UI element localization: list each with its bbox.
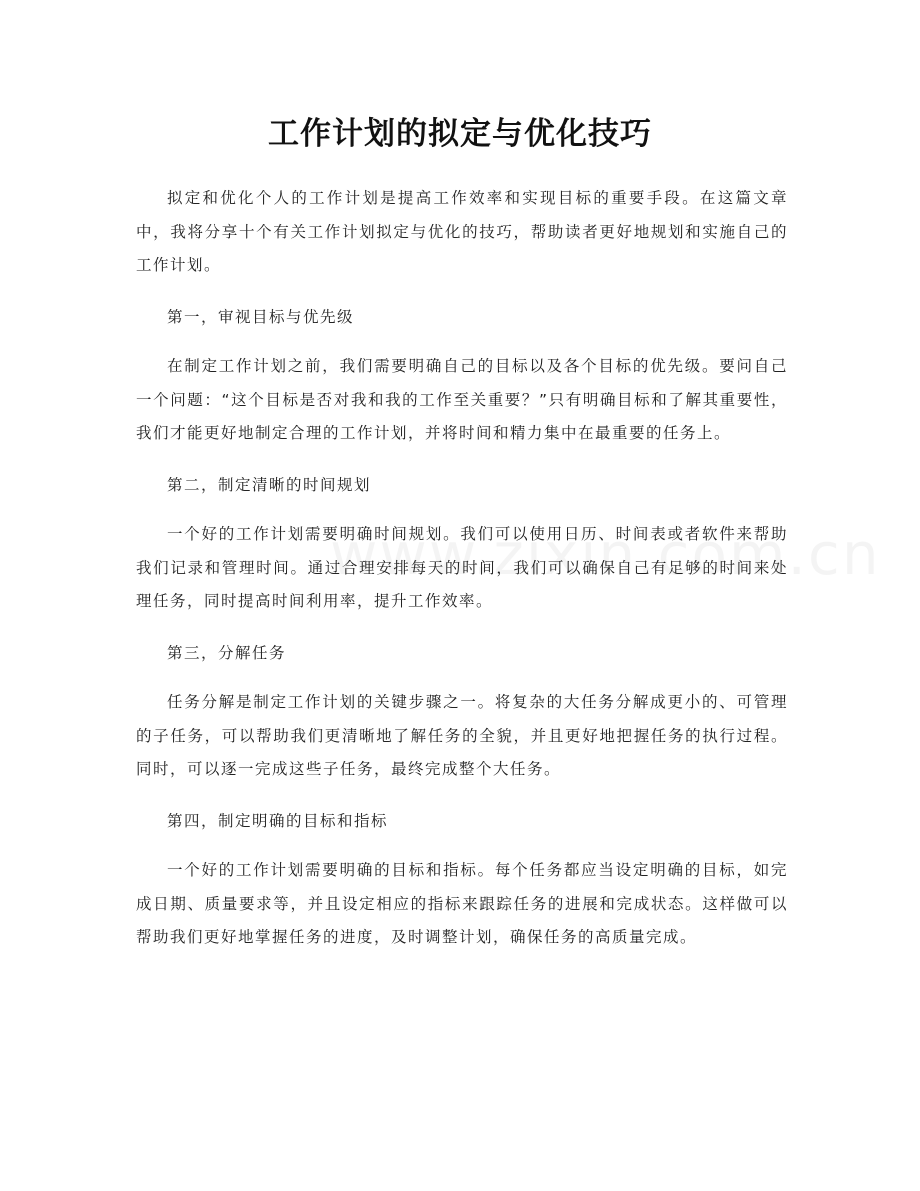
section-paragraph-2: 一个好的工作计划需要明确时间规划。我们可以使用日历、时间表或者软件来帮助我们记录和管理时间。通过合理安排每天的时间，我们可以确保自己有足够的时间来处理任务，同时提高时间利用率，提升工作效率。 <box>136 525 788 610</box>
section-heading-3: 第三，分解任务 <box>167 643 287 662</box>
intro-paragraph: 拟定和优化个人的工作计划是提高工作效率和实现目标的重要手段。在这篇文章中，我将分享十个有关工作计划拟定与优化的技巧，帮助读者更好地规划和实施自己的工作计划。 <box>136 189 788 274</box>
section-paragraph-3: 任务分解是制定工作计划的关键步骤之一。将复杂的大任务分解成更小的、可管理的子任务，可以帮助我们更清晰地了解任务的全貌，并且更好地把握任务的执行过程。同时，可以逐一完成这些子任务，最终完成整个大任务。 <box>136 693 788 778</box>
section-heading-2: 第二，制定清晰的时间规划 <box>167 475 372 494</box>
document-title: 工作计划的拟定与优化技巧 <box>268 116 652 152</box>
section-paragraph-4: 一个好的工作计划需要明确的目标和指标。每个任务都应当设定明确的目标，如完成日期、质量要求等，并且设定相应的指标来跟踪任务的进展和完成状态。这样做可以帮助我们更好地掌握任务的进度，及时调整计划，确保任务的高质量完成。 <box>136 861 788 946</box>
section-heading-1: 第一，审视目标与优先级 <box>167 307 355 326</box>
document-body <box>136 182 788 973</box>
section-heading-4: 第四，制定明确的目标和指标 <box>167 811 389 830</box>
section-paragraph-1: 在制定工作计划之前，我们需要明确自己的目标以及各个目标的优先级。要问自己一个问题：“这个目标是否对我和我的工作至关重要？”只有明确目标和了解其重要性，我们才能更好地制定合理的工作计划，并将时间和精力集中在最重要的任务上。 <box>136 357 788 442</box>
